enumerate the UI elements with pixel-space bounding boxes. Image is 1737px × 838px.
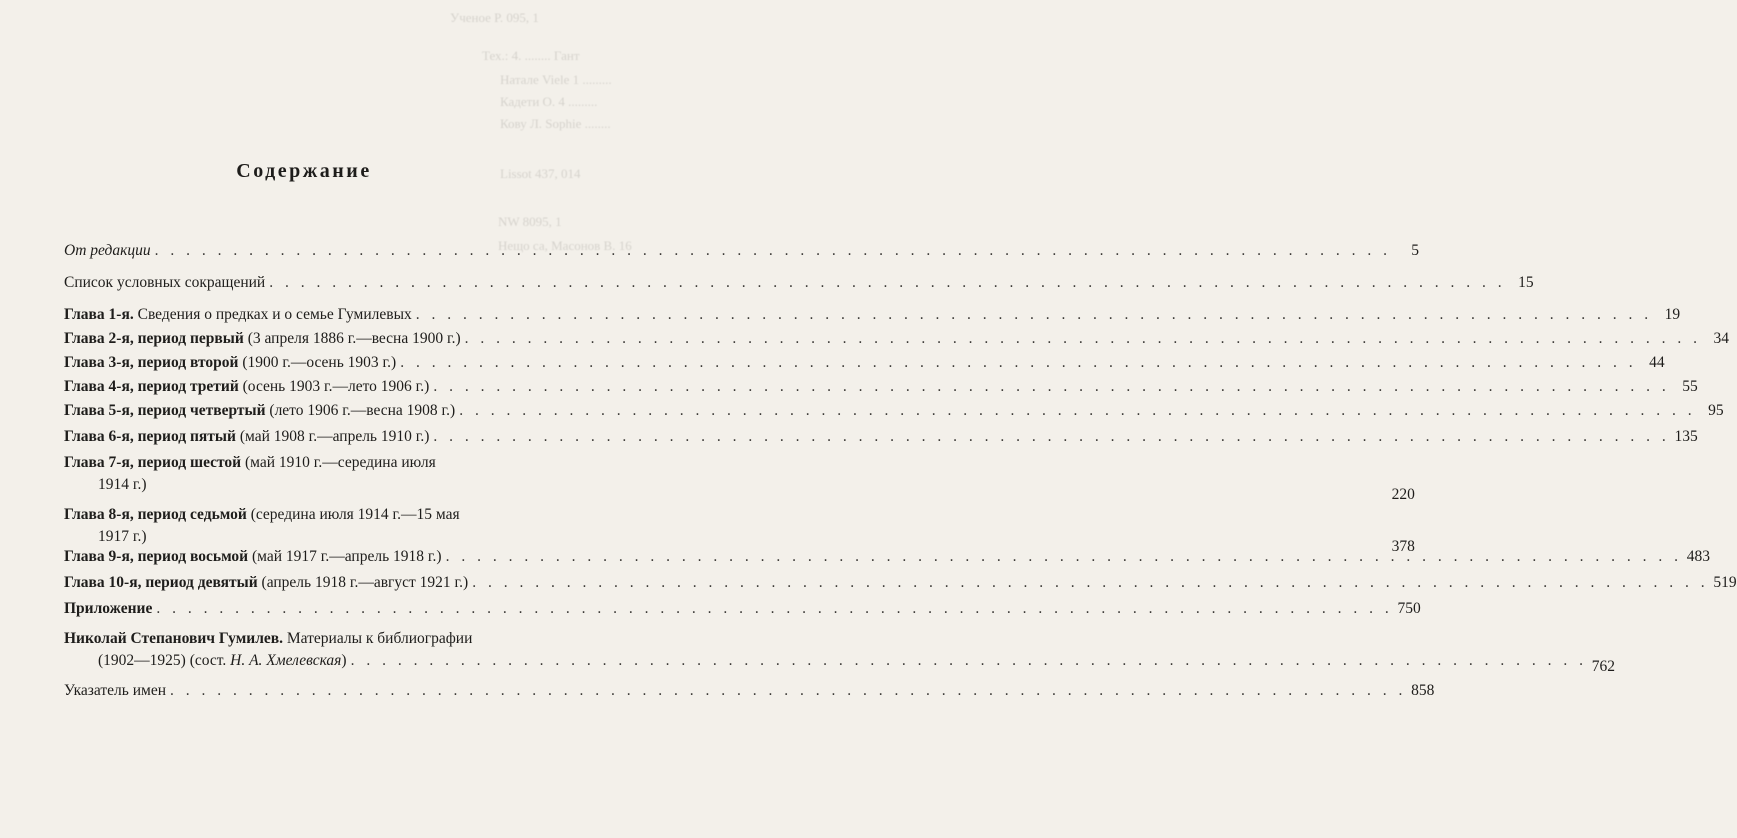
bleed-through-text: Кову Л. Sophie ........ <box>500 116 611 131</box>
toc-entry-chapter-1[interactable] <box>64 304 1681 326</box>
bleed-through-text: Ученое P. 095, 1 <box>450 10 539 25</box>
toc-page-number: 15 <box>1518 274 1534 291</box>
toc-entry-chapter-2[interactable] <box>64 328 1730 350</box>
toc-entry-bibliography[interactable] <box>64 628 1615 675</box>
leader-dots <box>459 400 1695 422</box>
toc-entry-title: От редакции <box>64 242 151 259</box>
leader-dots <box>351 650 1587 672</box>
toc-entry-appendix[interactable] <box>64 598 1421 620</box>
toc-compiler-name: Н. А. Хмелевская <box>230 652 342 669</box>
toc-chapter-label: Глава 8-я, период седьмой <box>64 506 247 523</box>
bleed-through-text: NW 8095, 1 <box>498 214 562 229</box>
toc-entry-chapter-4[interactable] <box>64 376 1698 398</box>
toc-page-number: 750 <box>1397 600 1421 617</box>
toc-chapter-subtitle: Материалы к библиографии <box>286 630 473 647</box>
leader-dots <box>433 376 1669 398</box>
toc-entry-chapter-10[interactable] <box>64 572 1737 594</box>
toc-chapter-subtitle: (осень 1903 г.—лето 1906 г.) <box>242 378 430 395</box>
toc-entry-chapter-7[interactable] <box>64 452 1415 503</box>
toc-chapter-subtitle: (1900 г.—осень 1903 г.) <box>242 354 397 371</box>
toc-heading: Содержание <box>236 160 372 182</box>
leader-dots <box>465 328 1701 350</box>
bleed-through-text: Натале Viele 1 ......... <box>500 72 612 87</box>
toc-chapter-subtitle: (апрель 1918 г.—август 1921 г.) <box>261 574 469 591</box>
toc-entry-chapter-8[interactable] <box>64 504 1415 555</box>
toc-page-number: 220 <box>1391 486 1415 503</box>
toc-chapter-label: Глава 2-я, период первый <box>64 330 244 347</box>
toc-chapter-subtitle: (середина июля 1914 г.—15 мая <box>250 506 460 523</box>
toc-page-number: 378 <box>1391 538 1415 555</box>
toc-chapter-subtitle: Сведения о предках и о семье Гумилевых <box>137 306 412 323</box>
toc-chapter-label: Глава 3-я, период второй <box>64 354 239 371</box>
toc-subtitle-close: ) <box>341 652 347 669</box>
leader-dots <box>155 240 1391 262</box>
toc-entry-abbreviations[interactable] <box>64 272 1534 294</box>
toc-page-number: 5 <box>1411 242 1419 259</box>
toc-chapter-label: Глава 5-я, период четвертый <box>64 402 266 419</box>
toc-entry-chapter-6[interactable] <box>64 426 1698 448</box>
toc-page-number: 55 <box>1682 378 1698 395</box>
bleed-through-text: Lissot 437, 014 <box>500 166 581 181</box>
toc-chapter-subtitle-cont: 1914 г.) <box>98 476 147 493</box>
toc-page-number: 34 <box>1713 330 1730 347</box>
leader-dots <box>416 304 1652 326</box>
bleed-through-text: Кадети О. 4 ......... <box>500 94 598 109</box>
toc-page-number: 762 <box>1591 658 1615 675</box>
leader-dots <box>400 352 1636 374</box>
leader-dots <box>472 572 1708 594</box>
toc-chapter-label: Глава 7-я, период шестой <box>64 454 242 471</box>
toc-chapter-label: Глава 10-я, период девятый <box>64 574 258 591</box>
toc-page-number: 483 <box>1686 548 1710 565</box>
leader-dots <box>269 272 1505 294</box>
toc-page-number: 135 <box>1674 428 1698 445</box>
toc-entry-chapter-5[interactable] <box>64 400 1724 422</box>
toc-page-number: 858 <box>1411 682 1435 699</box>
leader-dots <box>433 426 1669 448</box>
toc-entry-chapter-3[interactable] <box>64 352 1665 374</box>
toc-chapter-subtitle-cont: 1917 г.) <box>98 528 147 545</box>
toc-page-number: 44 <box>1649 354 1665 371</box>
toc-subtitle-years: (1902—1925) (сост. <box>98 652 227 669</box>
toc-chapter-label: Глава 9-я, период восьмой <box>64 548 249 565</box>
bleed-through-text: Тех.: 4. ........ Гант <box>482 48 580 63</box>
toc-page-number: 519 <box>1713 574 1737 591</box>
toc-page-number: 95 <box>1708 402 1724 419</box>
toc-chapter-label: Глава 4-я, период третий <box>64 378 239 395</box>
toc-chapter-label: Глава 1-я. <box>64 306 134 323</box>
toc-entry-name-index[interactable] <box>64 680 1435 702</box>
toc-chapter-subtitle: (май 1908 г.—апрель 1910 г.) <box>239 428 430 445</box>
leader-dots <box>170 680 1406 702</box>
toc-entry-title: Приложение <box>64 600 153 617</box>
toc-chapter-label: Глава 6-я, период пятый <box>64 428 236 445</box>
toc-chapter-subtitle: (май 1910 г.—середина июля <box>244 454 436 471</box>
leader-dots <box>446 546 1682 568</box>
toc-chapter-label: Николай Степанович Гумилев. <box>64 630 284 647</box>
toc-entry-title: Указатель имен <box>64 682 166 699</box>
toc-chapter-subtitle: (3 апреля 1886 г.—весна 1900 г.) <box>247 330 461 347</box>
toc-chapter-subtitle: (лето 1906 г.—весна 1908 г.) <box>269 402 456 419</box>
toc-entry-title: Список условных сокращений <box>64 274 266 291</box>
toc-page-number: 19 <box>1664 306 1681 323</box>
bleed-through-text: Нещо са, Масонов В. 16 <box>498 238 632 253</box>
toc-chapter-subtitle: (май 1917 г.—апрель 1918 г.) <box>251 548 442 565</box>
leader-dots <box>156 598 1392 620</box>
